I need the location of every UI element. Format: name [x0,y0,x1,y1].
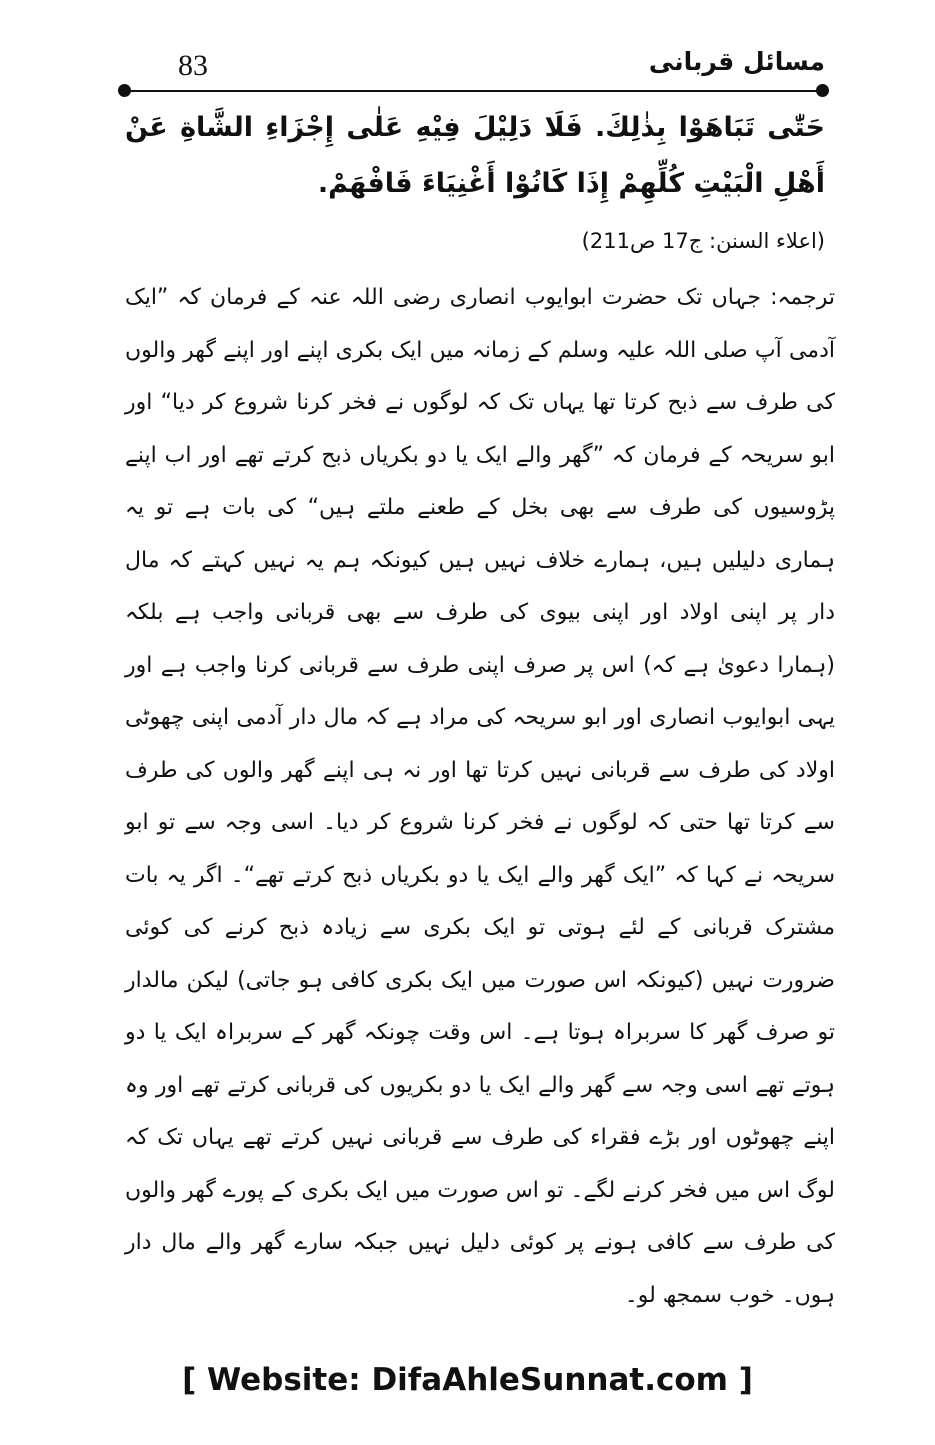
translation-paragraph: ترجمہ: جہاں تک حضرت ابوایوب انصاری رضی اللہ عنہ کے فرمان کہ ”ایک آدمی آپ صلی اللہ علیہ وسلم کے زمانہ میں ایک بکری اپنے اور اپنے گھر والوں کی طرف سے ذبح کرتا تھا یہاں تک کہ لوگوں نے فخر کرنا شروع کر دیا“ اور ابو سریحہ کے فرمان کہ ”گھر والے ایک یا دو بکریاں ذبح کرتے تھے اور اب اپنے پڑوسیوں کی طرف سے بھی بخل کے طعنے ملتے ہیں“ کی بات ہے تو یہ ہماری دلیلیں ہیں، ہمارے خلاف نہیں ہیں کیونکہ ہم یہ نہیں کہتے کہ مال دار پر اپنی اولاد اور اپنی بیوی کی طرف سے بھی قربانی واجب ہے بلکہ (ہمارا دعویٰ ہے کہ) اس پر صرف اپنی طرف سے قربانی کرنا واجب ہے اور یہی ابوایوب انصاری اور ابو سریحہ کی مراد ہے کہ مال دار آدمی اپنی چھوٹی اولاد کی طرف سے قربانی نہیں کرتا تھا اور نہ ہی اپنے گھر والوں کی طرف سے کرتا تھا حتی کہ لوگوں نے فخر کرنا شروع کر دیا۔ اسی وجہ سے تو ابو سریحہ نے کہا کہ ”ایک گھر والے ایک یا دو بکریاں ذبح کرتے تھے“۔ اگر یہ بات مشترک قربانی کے لئے ہوتی تو ایک بکری سے زیادہ ذبح کرنے کی کوئی ضرورت نہیں (کیونکہ اس صورت میں ایک بکری کافی ہو جاتی) لیکن مالدار تو صرف گھر کا سربراہ ہوتا ہے۔ اس وقت چونکہ گھر کے سربراہ ایک یا دو ہوتے تھے اسی وجہ سے گھر والے ایک یا دو بکریوں کی قربانی کرتے تھے اور وہ اپنے چھوٹوں اور بڑے فقراء کی طرف سے قربانی نہیں کرتے تھے یہاں تک کہ لوگ اس میں فخر کرنے لگے۔ تو اس صورت میں ایک بکری کے پورے گھر والوں کی طرف سے کافی ہونے پر کوئی دلیل نہیں جبکہ سارے گھر والے مال دار ہوں۔ خوب سمجھ لو۔ [125,285,835,1308]
website-footer: [ Website: DifaAhleSunnat.com ] [182,1362,753,1398]
page-number: 83 [178,49,208,82]
running-title: مسائل قربانی [648,47,825,76]
arabic-quote: حَتّٰی تَبَاهَوْا بِذٰلِكَ. فَلَا دَلِيْلَ فِيْهِ عَلٰى إِجْزَاءِ الشَّاةِ عَنْ أَهْلِ الْبَيْتِ كُلِّهِمْ إِذَا كَانُوْا أَغْنِيَاءَ فَافْهَمْ. [125,112,825,199]
source-reference: (اعلاء السنن: ج17 ص211) [581,229,825,253]
header-rule [125,90,818,92]
header-rule-dot-right [816,84,829,97]
page-header [118,45,825,95]
